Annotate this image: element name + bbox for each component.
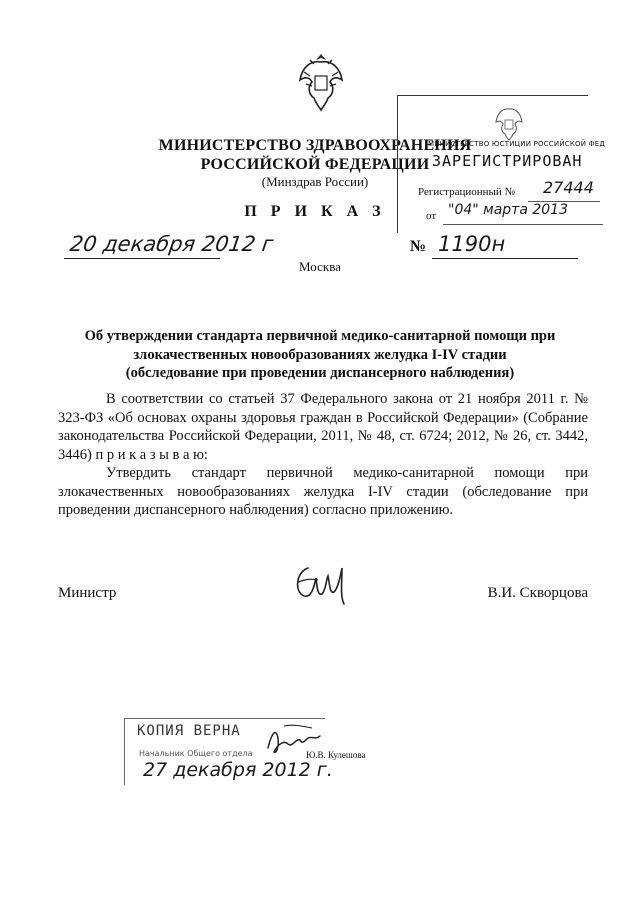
copy-stamp-title: КОПИЯ ВЕРНА — [137, 723, 241, 739]
order-number: 1190н — [438, 232, 506, 256]
document-type: П Р И К А З — [244, 203, 386, 220]
number-underline — [432, 258, 578, 259]
ministry-short-name: (Минздрав России) — [261, 174, 369, 189]
heading-line3: (обследование при проведении диспансерного наблюдения) — [125, 365, 515, 381]
order-date: 20 декабря 2012 г — [68, 232, 275, 256]
registration-stamp — [397, 95, 606, 233]
stamp-reg-number: 27444 — [543, 178, 594, 197]
stamp-underline — [443, 224, 603, 225]
minister-title: Министр — [58, 585, 117, 601]
body-paragraph: В соответствии со статьей 37 Федерального закона от 21 ноября 2011 г. № 323-ФЗ «Об основах охраны здоровья граждан в Российской Федерации» (Собрание законодательства Российской Федерации, 2011, № 48, ст. 6724; 2012, № 26, ст. 3442, 3446) п р и к а з ы в а ю: — [58, 391, 588, 463]
stamp-from-label: от — [426, 210, 437, 222]
russian-coat-of-arms-icon — [493, 106, 525, 142]
minister-name: В.И. Скворцова — [487, 585, 588, 601]
heading-line1: Об утверждении стандарта первичной медико-санитарной помощи при — [84, 328, 556, 344]
handwritten-signature-icon — [290, 558, 360, 610]
document-body — [58, 390, 588, 520]
russian-coat-of-arms-icon — [296, 50, 346, 114]
date-underline — [64, 258, 220, 259]
ministry-line2: РОССИЙСКОЙ ФЕДЕРАЦИИ — [200, 156, 430, 173]
stamp-reg-number-label: Регистрационный № — [418, 186, 516, 198]
heading-line2: злокачественных новообразованиях желудка I-IV стадии — [133, 346, 507, 363]
copy-stamp-date: 27 декабря 2012 г. — [143, 759, 333, 781]
document-heading — [60, 327, 580, 383]
stamp-ministry: МИНИСТЕРСТВО ЮСТИЦИИ РОССИЙСКОЙ ФЕД — [428, 140, 606, 148]
city: Москва — [299, 259, 341, 274]
ministry-line1: МИНИСТЕРСТВО ЗДРАВООХРАНЕНИЯ — [158, 137, 472, 154]
copy-stamp-name: Ю.В. Кулешова — [306, 750, 366, 760]
number-sign: № — [410, 238, 427, 255]
stamp-reg-date: "04" марта 2013 — [448, 202, 568, 218]
stamp-registered: ЗАРЕГИСТРИРОВАН — [432, 152, 583, 170]
copy-stamp-subtitle: Начальник Общего отдела — [139, 749, 253, 758]
body-paragraph: Утвердить стандарт первичной медико-санитарной помощи при злокачественных новообразованиях желудка I-IV стадии (обследование при проведении диспансерного наблюдения) согласно приложению. — [58, 465, 588, 518]
